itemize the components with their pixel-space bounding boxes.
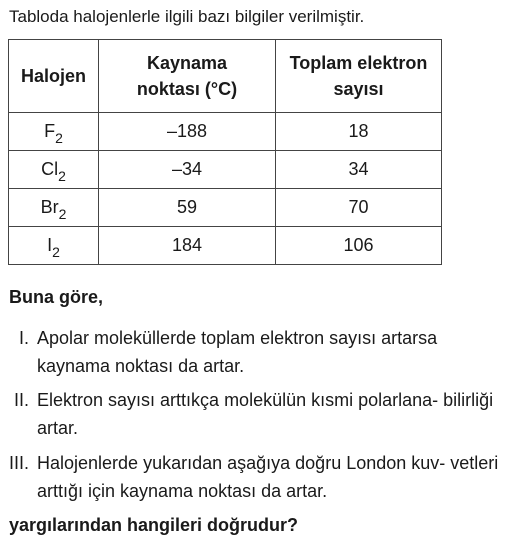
boiling-point-cell: 59 (99, 189, 276, 227)
formula-symbol: Cl (41, 159, 59, 179)
question-text: yargılarından hangileri doğrudur? (9, 515, 299, 535)
formula-symbol: F (44, 121, 56, 141)
electron-count-cell: 34 (276, 151, 442, 189)
table-row (9, 189, 442, 227)
halogen-table (8, 39, 442, 265)
header-halojen: Halojen (9, 40, 99, 113)
header-electron-count-line1: Toplam elektron (289, 53, 428, 73)
table-row (9, 227, 442, 265)
statement-number: III. (9, 453, 30, 473)
halogen-formula (9, 189, 99, 227)
table-row (9, 151, 442, 189)
formula-symbol: Br (40, 197, 59, 217)
formula-subscript: 2 (58, 168, 66, 184)
table-row (9, 113, 442, 151)
statement-text: Elektron sayısı arttıkça molekülün kısmi polarlana- bilirliği artar. (37, 390, 494, 438)
header-electron-count-line2: sayısı (333, 79, 384, 99)
header-electron-count (276, 40, 442, 113)
statement-number: II. (13, 390, 29, 410)
statement-text: Halojenlerde yukarıdan aşağıya doğru London kuv- vetleri arttığı için kaynama noktası da artar. (37, 453, 499, 501)
halogen-formula (9, 113, 99, 151)
formula-subscript: 2 (55, 130, 63, 146)
formula-subscript: 2 (52, 244, 60, 260)
statement-item (9, 449, 507, 505)
halogen-formula (9, 151, 99, 189)
formula-symbol: I (47, 235, 53, 255)
boiling-point-cell: 184 (99, 227, 276, 265)
table-header-row (9, 40, 442, 113)
boiling-point-cell: –188 (99, 113, 276, 151)
formula-subscript: 2 (58, 206, 67, 222)
header-boiling-point-line1: Kaynama (146, 53, 228, 73)
electron-count-cell: 70 (276, 189, 442, 227)
electron-count-cell: 106 (276, 227, 442, 265)
halogen-formula (9, 227, 99, 265)
header-boiling-point (99, 40, 276, 113)
statement-text: Apolar moleküllerde toplam elektron sayısı artarsa kaynama noktası da artar. (37, 328, 438, 376)
boiling-point-cell: –34 (99, 151, 276, 189)
intro-text: Tabloda halojenlerle ilgili bazı bilgiler verilmiştir. (9, 7, 365, 26)
header-boiling-point-line2: noktası (°C) (136, 79, 238, 99)
lead-text: Buna göre, (9, 287, 104, 307)
statement-item (9, 324, 507, 380)
statement-item (9, 386, 507, 442)
statement-number: I. (18, 328, 29, 348)
electron-count-cell: 18 (276, 113, 442, 151)
